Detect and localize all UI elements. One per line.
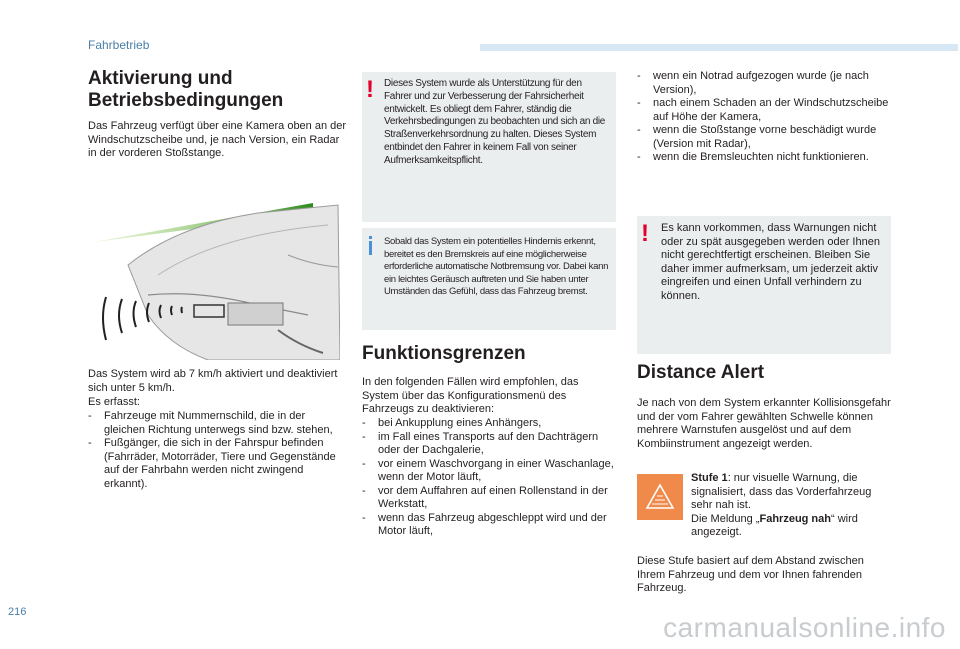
list-item: - wenn die Bremsleuchten nicht funktionieren.: [637, 151, 893, 165]
intro-paragraph: Das Fahrzeug verfügt über eine Kamera oben an der Windschutzscheibe und, je nach Version, ein Radar in der vorderen Stoßstange.: [88, 120, 347, 159]
warning-exclamation-icon: !: [366, 76, 374, 103]
detects-label: Es erfasst:: [88, 396, 140, 408]
warning-box-alerts: [637, 216, 891, 354]
warning-exclamation-icon: !: [641, 220, 649, 247]
list-item: - im Fall eines Transports auf den Dachträgern oder der Dachgalerie,: [362, 431, 616, 458]
stufe-text: : nur visuelle Warnung, die signalisiert, dass das Vorderfahrzeug sehr nah ist.: [691, 472, 872, 511]
page-number: 216: [8, 606, 27, 618]
stufe-1-description: [691, 472, 891, 540]
section-header: Fahrbetrieb: [88, 38, 150, 52]
collision-alert-icon: [637, 474, 683, 520]
stufe-label: Stufe 1: [691, 472, 728, 484]
list-item: - bei Ankupplung eines Anhängers,: [362, 417, 616, 431]
list-item: - nach einem Schaden an der Windschutzscheibe auf Höhe der Kamera,: [637, 97, 893, 124]
list-item: - wenn ein Notrad aufgezogen wurde (je nach Version),: [637, 70, 893, 97]
list-item: - vor einem Waschvorgang in einer Waschanlage, wenn der Motor läuft,: [362, 458, 616, 485]
heading-aktivierung: Aktivierung und Betriebsbedingungen: [88, 68, 284, 111]
detects-list: [88, 410, 338, 491]
warning-text: Dieses System wurde als Unterstützung für den Fahrer und zur Verbesserung der Fahrsicherheit entwickelt. Es obliegt dem Fahrer, ständig die Verkehrsbedingungen zu beobachten und sich an die Straßenverkehrsordnung zu halten. Dieses System entbindet den Fahrer in keinem Fall von seiner Aufmerksamkeitspflicht.: [384, 78, 606, 166]
funktionsgrenzen-list-continued: [637, 70, 893, 165]
watermark: carmanualsonline.info: [663, 612, 946, 643]
activation-paragraph: Das System wird ab 7 km/h aktiviert und deaktiviert sich unter 5 km/h.: [88, 368, 338, 394]
header-bar: [480, 44, 958, 51]
funktionsgrenzen-list: [362, 417, 616, 539]
meldung-post: “ wird angezeigt.: [691, 512, 858, 538]
list-item: - Fußgänger, die sich in der Fahrspur befinden (Fahrräder, Motorräder, Tiere und Gegenstände auf der Fahrbahn werden nicht zwingend erkannt).: [88, 437, 338, 491]
info-box-braking: [362, 228, 616, 330]
list-item: - Fahrzeuge mit Nummernschild, die in der gleichen Richtung unterwegs sind bzw. stehen,: [88, 410, 338, 437]
distance-alert-intro: Je nach von dem System erkannter Kollisionsgefahr und der vom Fahrer gewählten Schwelle können mehrere Warnstufen ausgelöst und auf dem Kombiinstrument angezeigt werden.: [637, 397, 891, 450]
meldung-bold: Fahrzeug nah: [759, 512, 831, 525]
list-item: - wenn die Stoßstange vorne beschädigt wurde (Version mit Radar),: [637, 124, 893, 151]
distance-alert-outro: Diese Stufe basiert auf dem Abstand zwischen Ihrem Fahrzeug und dem vor Ihnen fahrenden Fahrzeug.: [637, 555, 864, 594]
meldung-pre: Die Meldung „: [691, 512, 760, 525]
list-item: - wenn das Fahrzeug abgeschleppt wird und der Motor läuft,: [362, 512, 616, 539]
warning-box-support: [362, 72, 616, 222]
heading-funktionsgrenzen: Funktionsgrenzen: [362, 343, 526, 364]
warning-text: Es kann vorkommen, dass Warnungen nicht oder zu spät ausgegeben werden oder Ihnen nicht gerechtfertigt erscheinen. Bleiben Sie daher immer aufmerksam, um jederzeit aktiv eingreifen und einen Unfall verhindern zu können.: [661, 222, 880, 302]
funktionsgrenzen-intro: In den folgenden Fällen wird empfohlen, das System über das Konfigurationsmenü des Fahrzeugs zu deaktivieren:: [362, 376, 579, 415]
car-radar-illustration: [88, 195, 340, 360]
info-text: Sobald das System ein potentielles Hindernis erkennt, bereitet es den Bremskreis auf eine möglicherweise erforderliche automatische Notbremsung vor. Dabei kann ein leichtes Geräusch auftreten und Sie haben unter Umständen das Gefühl, dass das Fahrzeug bremst.: [384, 236, 609, 298]
info-bar-icon: [368, 236, 373, 256]
heading-distance-alert: Distance Alert: [637, 362, 765, 383]
list-item: - vor dem Auffahren auf einen Rollenstand in der Werkstatt,: [362, 485, 616, 512]
